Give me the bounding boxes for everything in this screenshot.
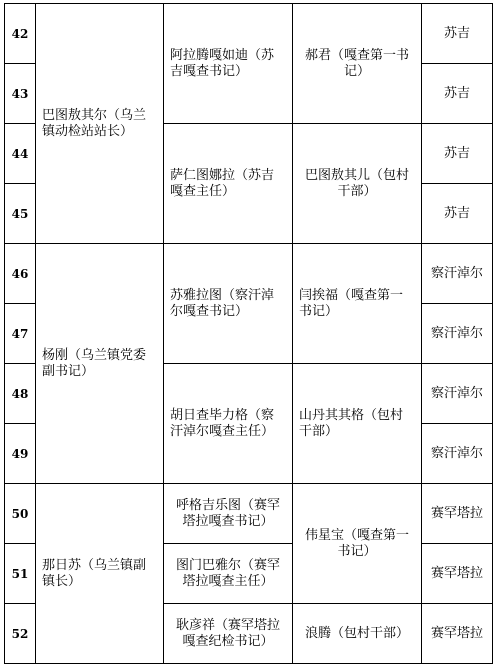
village-cadre-cell: 巴图敖其儿（包村干部） bbox=[293, 124, 422, 244]
leader-cell: 那日苏（乌兰镇副镇长） bbox=[36, 484, 164, 664]
gacha-official-cell: 苏雅拉图（察汗淖尔嘎查书记） bbox=[164, 244, 293, 364]
location-cell: 苏吉 bbox=[422, 4, 493, 64]
location-cell: 察汗淖尔 bbox=[422, 244, 493, 304]
village-cadre-cell: 浪腾（包村干部） bbox=[293, 604, 422, 664]
location-cell: 赛罕塔拉 bbox=[422, 604, 493, 664]
location-cell: 苏吉 bbox=[422, 64, 493, 124]
table-row bbox=[5, 244, 493, 304]
location-cell: 赛罕塔拉 bbox=[422, 484, 493, 544]
gacha-official-cell: 萨仁图娜拉（苏吉嘎查主任） bbox=[164, 124, 293, 244]
assignment-table bbox=[4, 3, 493, 664]
gacha-official-cell: 胡日查毕力格（察汗淖尔嘎查主任） bbox=[164, 364, 293, 484]
gacha-official-cell: 耿彦祥（赛罕塔拉嘎查纪检书记） bbox=[164, 604, 293, 664]
row-number: 43 bbox=[5, 64, 36, 124]
village-cadre-cell: 山丹其其格（包村干部） bbox=[293, 364, 422, 484]
row-number: 50 bbox=[5, 484, 36, 544]
village-cadre-cell: 郝君（嘎查第一书记） bbox=[293, 4, 422, 124]
gacha-official-cell: 阿拉腾嘎如迪（苏吉嘎查书记） bbox=[164, 4, 293, 124]
row-number: 51 bbox=[5, 544, 36, 604]
village-cadre-cell: 闫挨福（嘎查第一书记） bbox=[293, 244, 422, 364]
row-number: 45 bbox=[5, 184, 36, 244]
row-number: 46 bbox=[5, 244, 36, 304]
location-cell: 赛罕塔拉 bbox=[422, 544, 493, 604]
leader-cell: 杨刚（乌兰镇党委副书记） bbox=[36, 244, 164, 484]
row-number: 44 bbox=[5, 124, 36, 184]
location-cell: 察汗淖尔 bbox=[422, 304, 493, 364]
gacha-official-cell: 图门巴雅尔（赛罕塔拉嘎查主任） bbox=[164, 544, 293, 604]
table-container bbox=[4, 3, 493, 664]
location-cell: 苏吉 bbox=[422, 124, 493, 184]
gacha-official-cell: 呼格吉乐图（赛罕塔拉嘎查书记） bbox=[164, 484, 293, 544]
row-number: 52 bbox=[5, 604, 36, 664]
row-number: 47 bbox=[5, 304, 36, 364]
table-row bbox=[5, 4, 493, 64]
village-cadre-cell: 伟星宝（嘎查第一书记） bbox=[293, 484, 422, 604]
table-row bbox=[5, 484, 493, 544]
row-number: 42 bbox=[5, 4, 36, 64]
location-cell: 苏吉 bbox=[422, 184, 493, 244]
row-number: 48 bbox=[5, 364, 36, 424]
location-cell: 察汗淖尔 bbox=[422, 424, 493, 484]
leader-cell: 巴图敖其尔（乌兰镇动检站站长） bbox=[36, 4, 164, 244]
location-cell: 察汗淖尔 bbox=[422, 364, 493, 424]
row-number: 49 bbox=[5, 424, 36, 484]
